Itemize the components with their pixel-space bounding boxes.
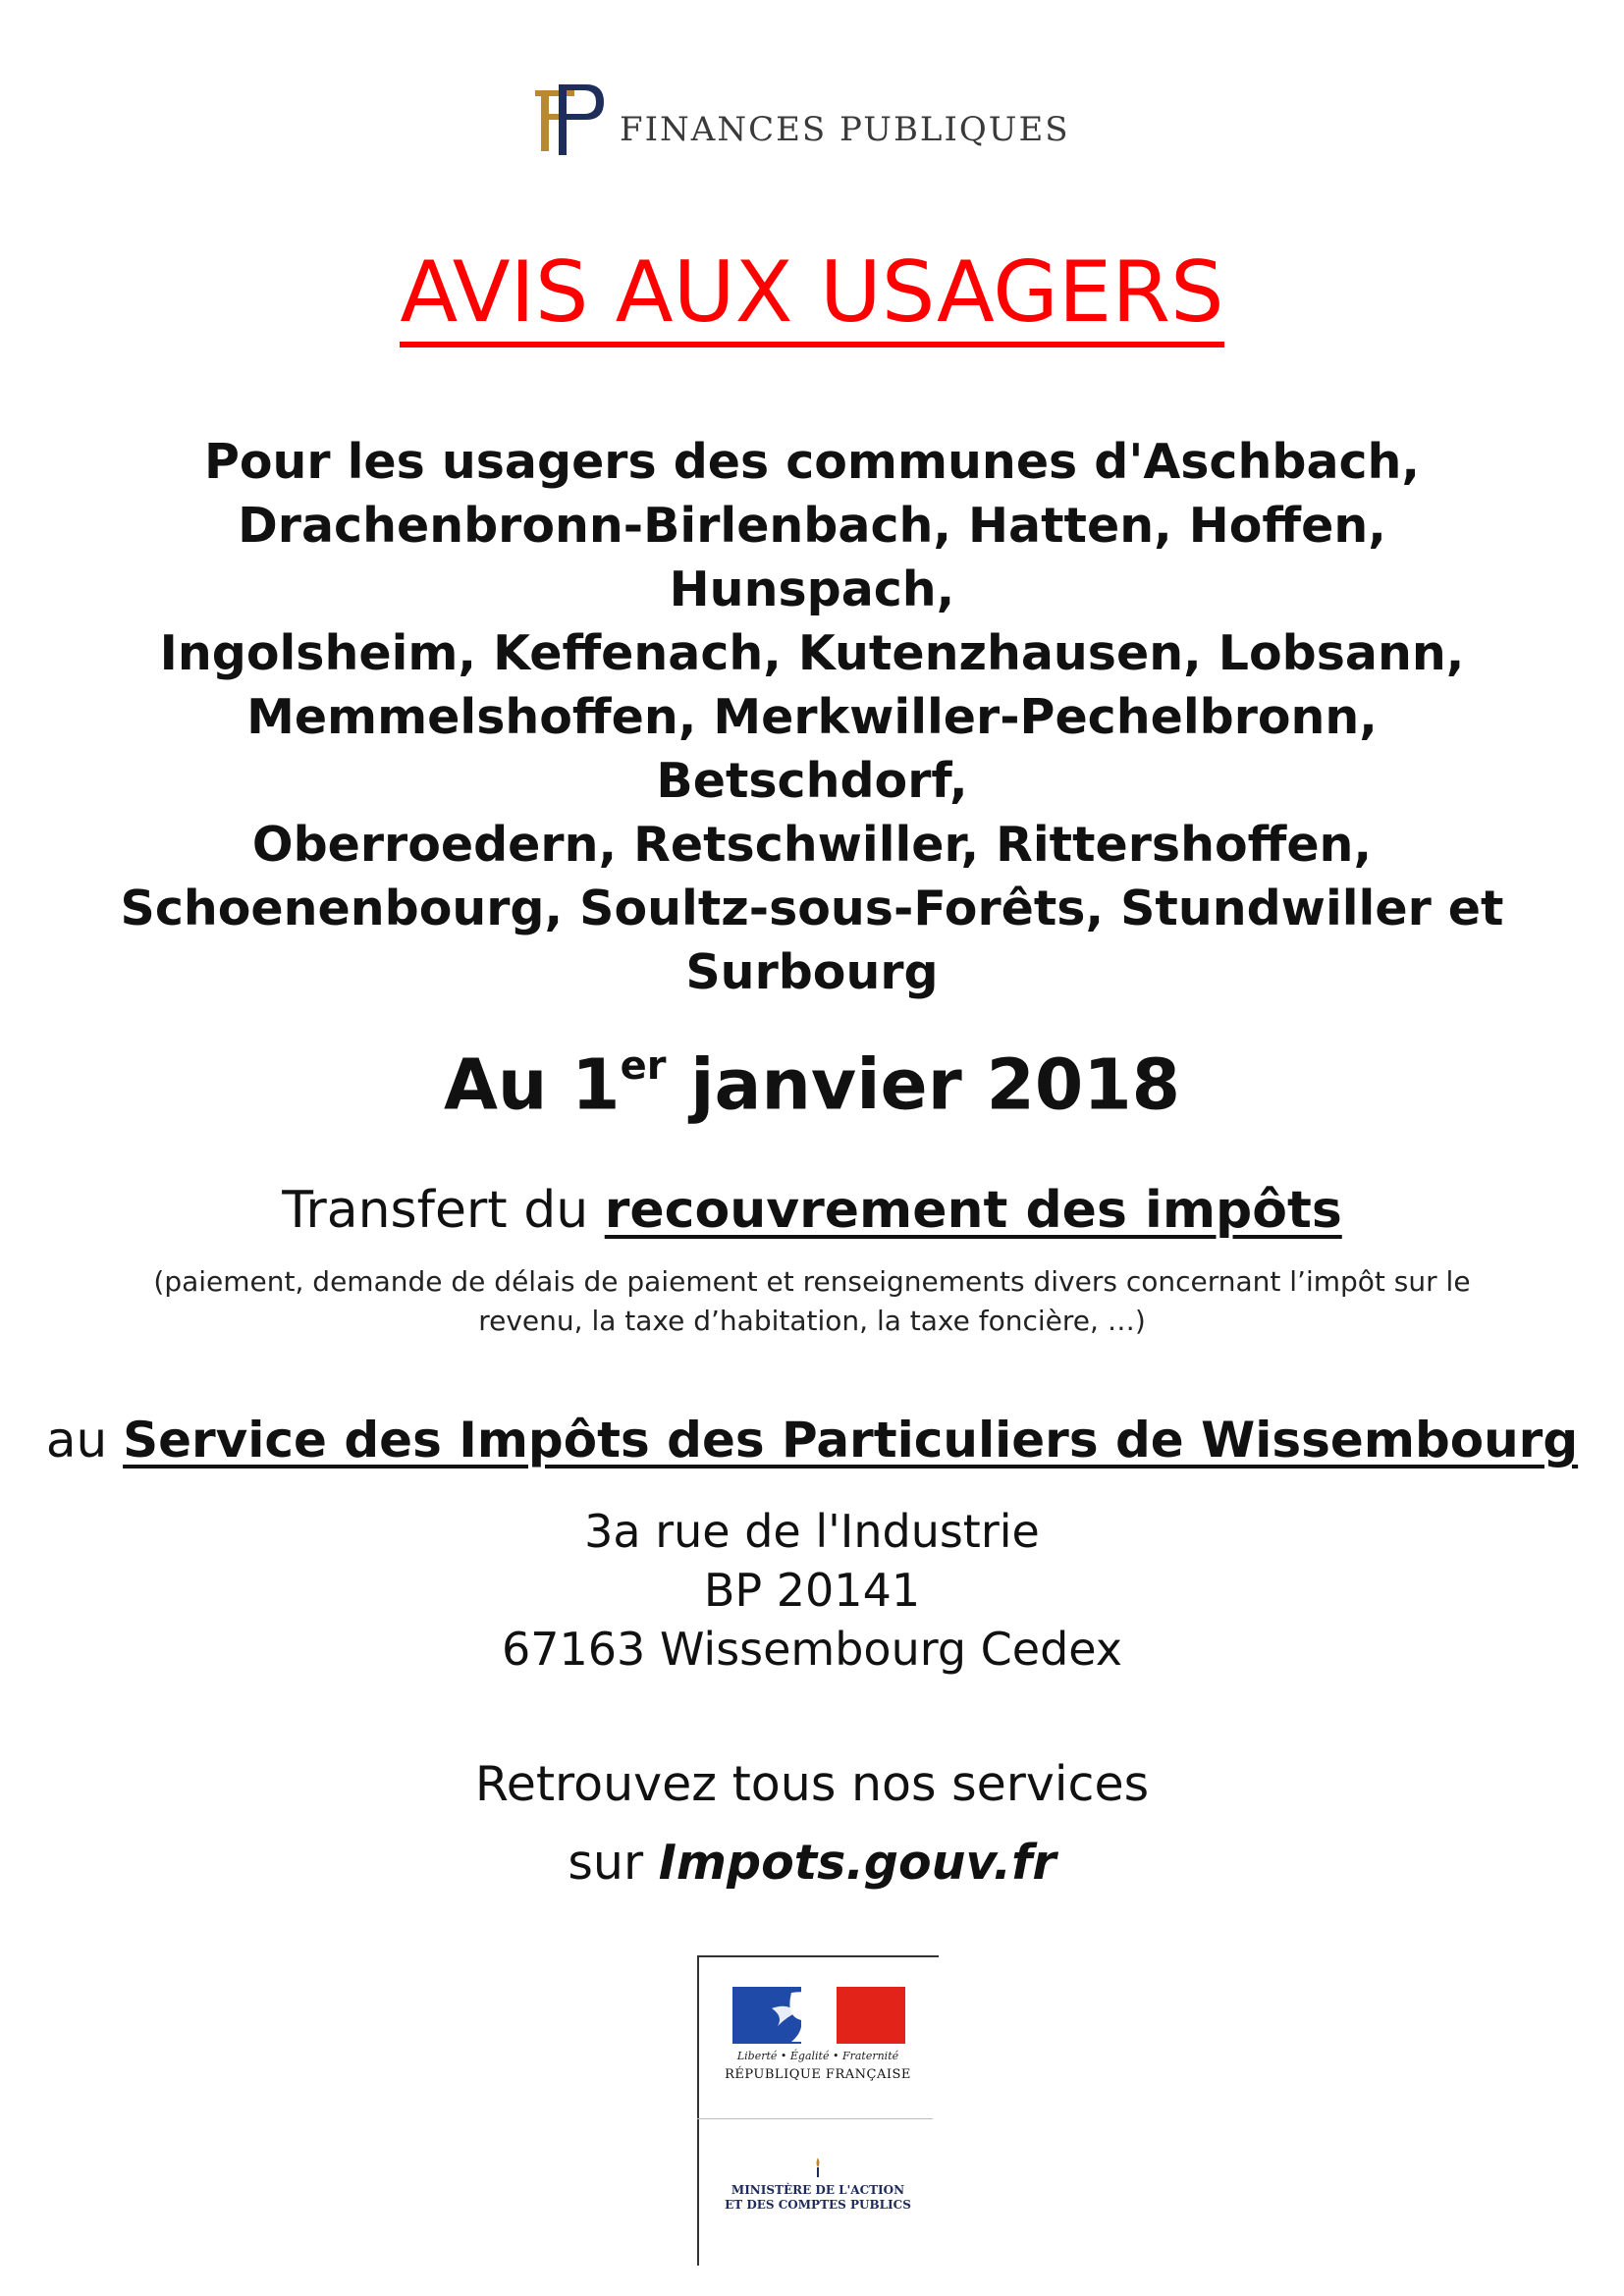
title-text: AVIS AUX USAGERS xyxy=(400,243,1223,347)
finances-publiques-logo xyxy=(525,71,1105,165)
communes-line: Schoenenbourg, Soultz-sous-Forêts, Stundwiller et xyxy=(120,881,1504,936)
republic-motto: Liberté • Égalité • Fraternité xyxy=(736,2050,899,2062)
website-callout xyxy=(0,1745,1624,1902)
site-prefix: sur xyxy=(568,1835,659,1891)
page-title xyxy=(0,243,1624,342)
transfert-emphasis: recouvrement des impôts xyxy=(604,1181,1342,1240)
communes-line: Pour les usagers des communes d'Aschbach, xyxy=(203,434,1421,490)
note-line: (paiement, demande de délais de paiement et renseignements divers concernant l’impôt sur le xyxy=(153,1265,1471,1298)
note-line: revenu, la taxe d’habitation, la taxe foncière, …) xyxy=(478,1305,1146,1337)
address-po-box: BP 20141 xyxy=(703,1564,921,1617)
ministry-line: ET DES COMPTES PUBLICS xyxy=(725,2198,911,2212)
service-prefix: au xyxy=(45,1412,124,1468)
transfert-note xyxy=(98,1262,1526,1341)
communes-paragraph xyxy=(98,430,1526,1004)
ministry-line: MINISTÈRE DE L'ACTION xyxy=(731,2183,905,2197)
address-street: 3a rue de l'Industrie xyxy=(584,1505,1040,1558)
ministry-name xyxy=(707,2183,929,2213)
service-address xyxy=(0,1502,1624,1679)
service-name: Service des Impôts des Particuliers de Wissembourg xyxy=(123,1412,1579,1468)
emblem-border xyxy=(697,1955,699,2266)
emblem-divider xyxy=(697,2118,933,2119)
transfert-line xyxy=(0,1176,1624,1245)
date-prefix: Au 1 xyxy=(443,1043,621,1126)
communes-line: Surbourg xyxy=(685,944,939,1000)
republic-name: RÉPUBLIQUE FRANÇAISE xyxy=(725,2067,911,2082)
communes-line: Ingolsheim, Keffenach, Kutenzhausen, Lobsann, xyxy=(159,625,1465,681)
website-link[interactable]: Impots.gouv.fr xyxy=(658,1835,1056,1891)
communes-line: Drachenbronn-Birlenbach, Hatten, Hoffen, Hunspach, xyxy=(238,498,1386,617)
retrouvez-site-line xyxy=(0,1824,1624,1902)
retrouvez-line: Retrouvez tous nos services xyxy=(474,1756,1150,1812)
effective-date xyxy=(0,1023,1624,1135)
republique-francaise-emblem xyxy=(697,1955,939,2266)
service-line xyxy=(0,1406,1624,1474)
date-suffix: janvier 2018 xyxy=(666,1043,1181,1126)
finances-publiques-mark-icon xyxy=(531,77,608,157)
emblem-border xyxy=(697,1955,939,1957)
transfert-prefix: Transfert du xyxy=(282,1181,605,1240)
marianne-flag-icon xyxy=(732,1987,905,2044)
communes-line: Oberroedern, Retschwiller, Rittershoffen, xyxy=(251,817,1373,873)
address-city: 67163 Wissembourg Cedex xyxy=(501,1623,1122,1676)
logo-text: FINANCES PUBLIQUES xyxy=(620,110,1070,149)
ministere-flame-icon xyxy=(811,2158,825,2177)
communes-line: Memmelshoffen, Merkwiller-Pechelbronn, Betschdorf, xyxy=(246,689,1378,809)
date-superscript: er xyxy=(620,1043,667,1089)
